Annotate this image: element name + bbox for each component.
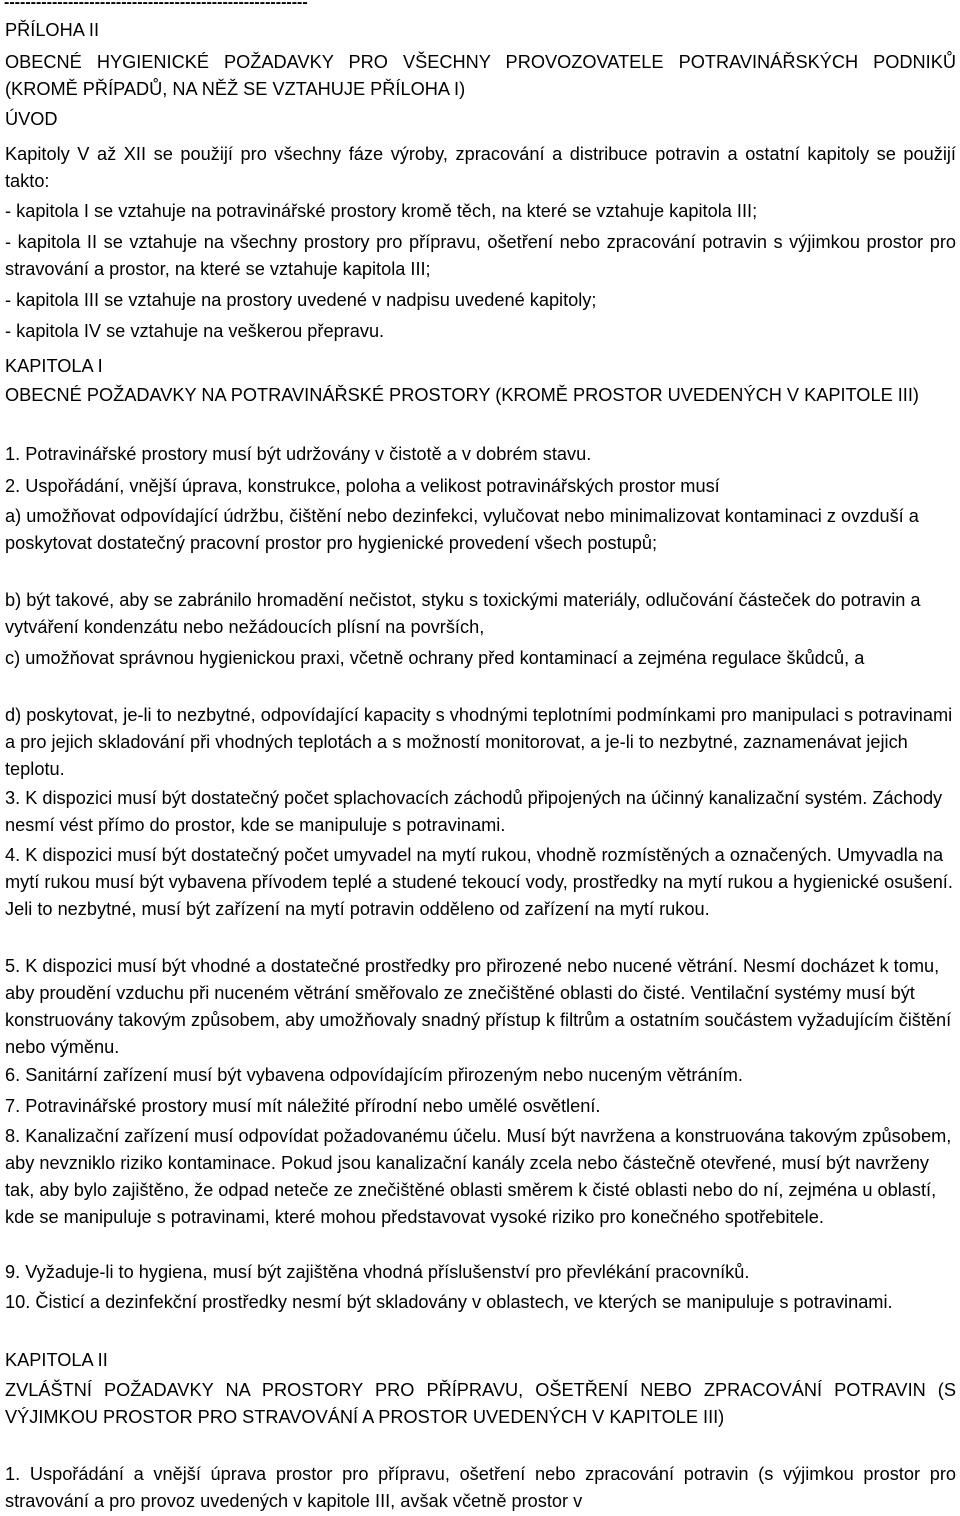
ch1-paragraph-7: 7. Potravinářské prostory musí mít náležité přírodní nebo umělé osvětlení. — [5, 1096, 601, 1116]
ch2-paragraph-1: 1. Uspořádání a vnější úprava prostor pro přípravu, ošetření nebo zpracování potravin (s výjimkou prostor pro stravování a pro provoz uvedených v kapitole III, avšak včetně prostor v — [5, 1464, 956, 1511]
ch1-paragraph-5: 5. K dispozici musí být vhodné a dostatečné prostředky pro přirozené nebo nucené větrání. Nesmí docházet k tomu, aby proudění vzduchu při nuceném větrání směřovalo ze znečištěné oblasti do čisté. Ventilační systémy musí být konstruovány takovým způsobem, aby umožňovaly snadný přístup k filtrům a ostatním součástem vyžadujícím čištění nebo výměnu. — [5, 956, 952, 1057]
ch1-paragraph-2b: b) být takové, aby se zabránilo hromadění nečistot, styku s toxickými materiály, odlučování částeček do potravin a vytváření kondenzátu nebo nežádoucích plísní na površích, — [5, 590, 921, 637]
annex-heading: OBECNÉ HYGIENICKÉ POŽADAVKY PRO VŠECHNY PROVOZOVATELE POTRAVINÁŘSKÝCH PODNIKŮ (KROMĚ PŘÍPADŮ, NA NĚŽ SE VZTAHUJE PŘÍLOHA I) — [5, 52, 956, 99]
intro-item-2: - kapitola II se vztahuje na všechny prostory pro přípravu, ošetření nebo zpracování potravin s výjimkou prostor pro stravování a prostor, na které se vztahuje kapitola III; — [5, 232, 956, 279]
ch1-paragraph-2c: c) umožňovat správnou hygienickou praxi, včetně ochrany před kontaminací a zejména regulace škůdců, a — [5, 648, 865, 668]
chapter-2-heading: ZVLÁŠTNÍ POŽADAVKY NA PROSTORY PRO PŘÍPRAVU, OŠETŘENÍ NEBO ZPRACOVÁNÍ POTRAVIN (S VÝJIMKOU PROSTOR PRO STRAVOVÁNÍ A PROSTOR UVEDENÝCH V KAPITOLE III) — [5, 1380, 956, 1427]
ch1-paragraph-9: 9. Vyžaduje-li to hygiena, musí být zajištěna vhodná příslušenství pro převlékání pracovníků. — [5, 1262, 750, 1282]
ch1-paragraph-10: 10. Čisticí a dezinfekční prostředky nesmí být skladovány v oblastech, ve kterých se manipuluje s potravinami. — [5, 1292, 893, 1312]
ch1-paragraph-6: 6. Sanitární zařízení musí být vybavena odpovídajícím přirozeným nebo nuceným větráním. — [5, 1065, 743, 1085]
chapter-2-title: KAPITOLA II — [5, 1350, 108, 1370]
ch1-paragraph-2d: d) poskytovat, je-li to nezbytné, odpovídající kapacity s vhodnými teplotními podmínkami pro manipulaci s potravinami a pro jejich skladování při vhodných teplotách a s možností monitorovat, a je-li to nezbytné, zaznamenávat jejich teplotu. — [5, 705, 953, 779]
annex-title: PŘÍLOHA II — [5, 20, 100, 40]
ch1-paragraph-2: 2. Uspořádání, vnější úprava, konstrukce, poloha a velikost potravinářských prostor musí — [5, 476, 720, 496]
ch1-paragraph-2a: a) umožňovat odpovídající údržbu, čištění nebo dezinfekci, vylučovat nebo minimalizovat kontaminaci z ovzduší a poskytovat dostatečný pracovní prostor pro hygienické provedení všech postupů; — [5, 506, 919, 553]
ch1-paragraph-1: 1. Potravinářské prostory musí být udržovány v čistotě a v dobrém stavu. — [5, 444, 592, 464]
chapter-1-title: KAPITOLA I — [5, 356, 103, 376]
intro-item-4: - kapitola IV se vztahuje na veškerou přepravu. — [5, 321, 385, 341]
intro-paragraph: Kapitoly V až XII se použijí pro všechny fáze výroby, zpracování a distribuce potravin a ostatní kapitoly se použijí takto: — [5, 144, 956, 191]
intro-heading: ÚVOD — [5, 109, 58, 129]
separator-line: --------------------------------------------------------- — [4, 0, 308, 11]
ch1-paragraph-3: 3. K dispozici musí být dostatečný počet splachovacích záchodů připojených na účinný kanalizační systém. Záchody nesmí vést přímo do prostor, kde se manipuluje s potravinami. — [5, 788, 943, 835]
chapter-1-heading: OBECNÉ POŽADAVKY NA POTRAVINÁŘSKÉ PROSTORY (KROMĚ PROSTOR UVEDENÝCH V KAPITOLE III) — [5, 385, 919, 405]
ch1-paragraph-4: 4. K dispozici musí být dostatečný počet umyvadel na mytí rukou, vhodně rozmístěných a označených. Umyvadla na mytí rukou musí být vybavena přívodem teplé a studené tekoucí vody, prostředky na mytí rukou a hygienické osušení. Jeli to nezbytné, musí být zařízení na mytí potravin odděleno od zařízení na mytí rukou. — [5, 845, 953, 919]
intro-item-1: - kapitola I se vztahuje na potravinářské prostory kromě těch, na které se vztahuje kapitola III; — [5, 201, 758, 221]
ch1-paragraph-8: 8. Kanalizační zařízení musí odpovídat požadovanému účelu. Musí být navržena a konstruována takovým způsobem, aby nevzniklo riziko kontaminace. Pokud jsou kanalizační kanály zcela nebo částečně otevřené, musí být navrženy tak, aby bylo zajištěno, že odpad neteče ze znečištěné oblasti směrem k čisté oblasti nebo do ní, zejména u oblastí, kde se manipuluje s potravinami, které mohou představovat vysoké riziko pro konečného spotřebitele. — [5, 1126, 952, 1227]
intro-item-3: - kapitola III se vztahuje na prostory uvedené v nadpisu uvedené kapitoly; — [5, 290, 597, 310]
